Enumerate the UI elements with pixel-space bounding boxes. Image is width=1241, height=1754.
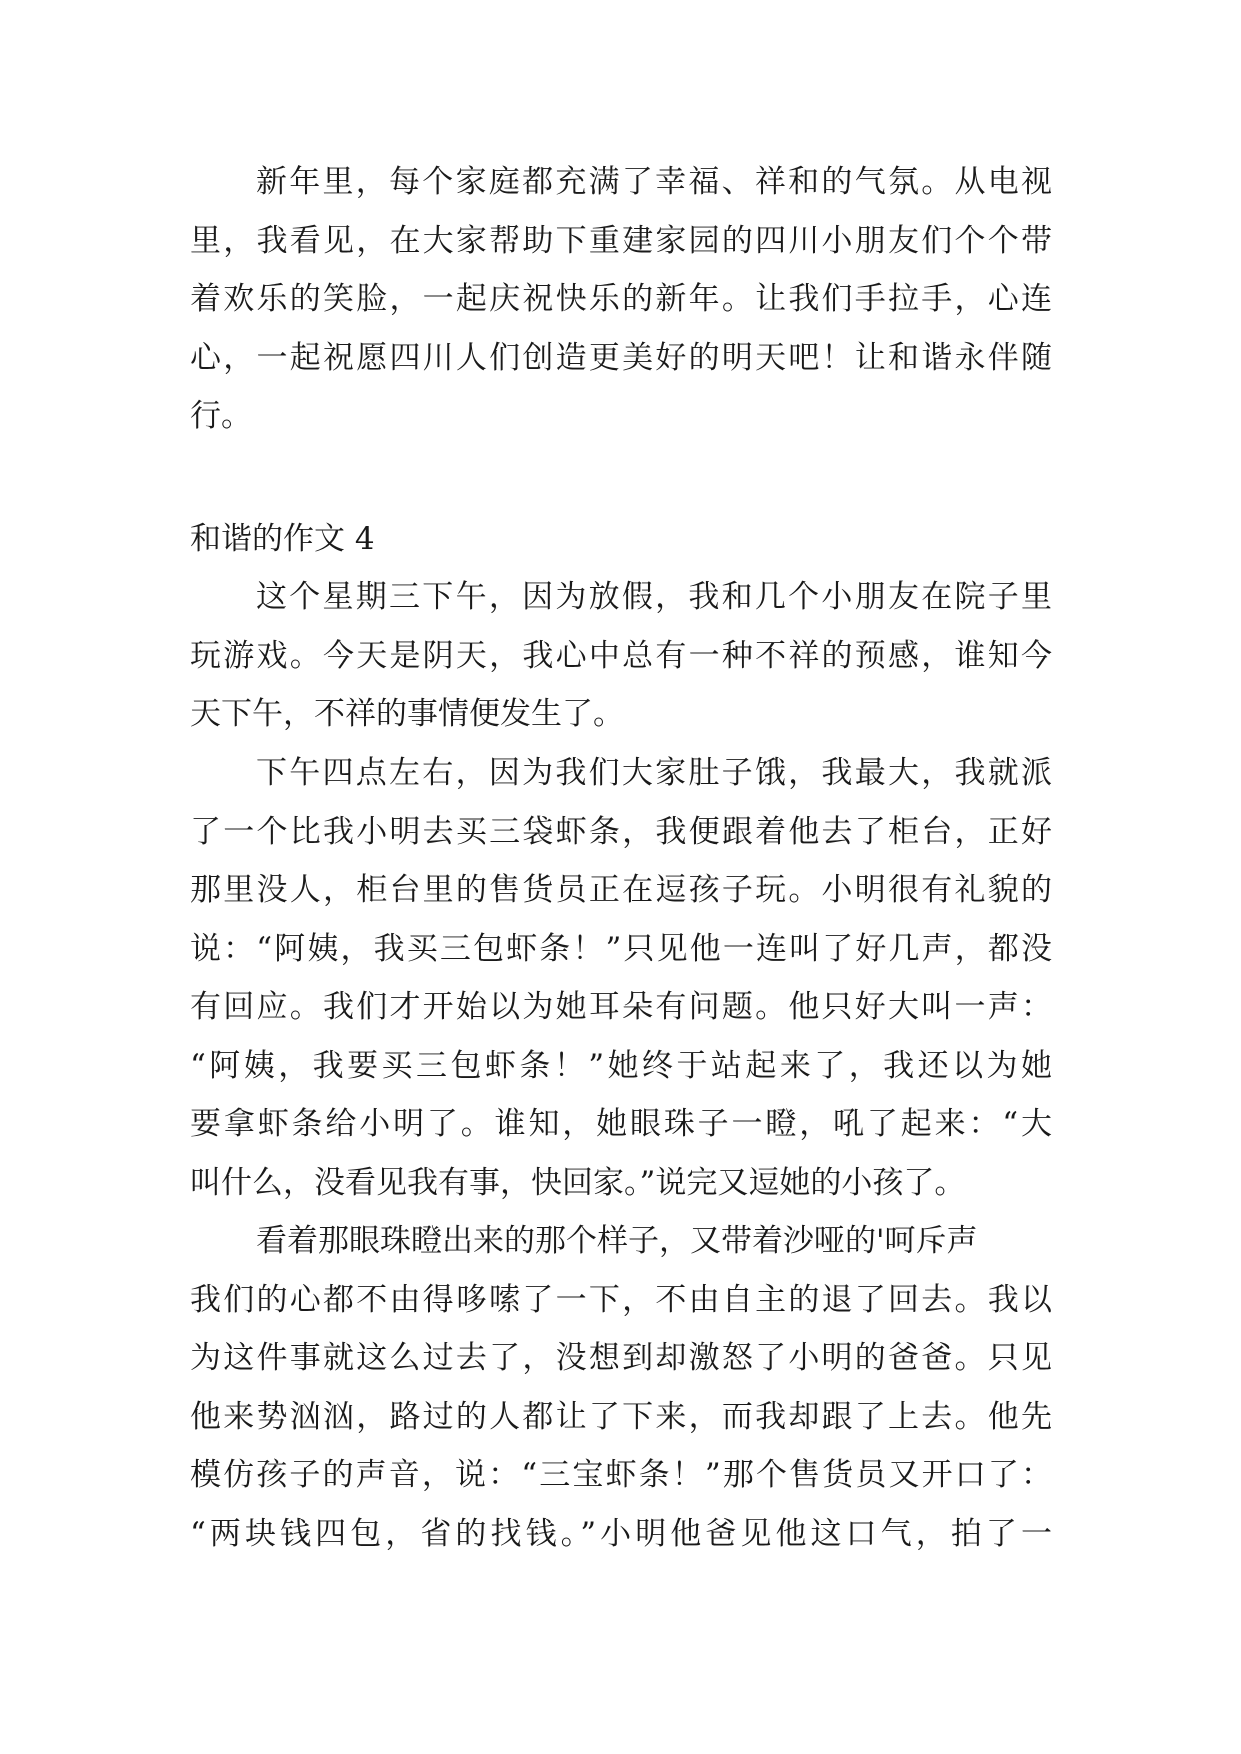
paragraph-line: 我们的心都不由得哆嗦了一下，不由自主的退了回去。我以 (190, 1281, 1052, 1318)
paragraph-line: 叫什么，没看见我有事，快回家。”说完又逗她的小孩了。 (190, 1164, 966, 1201)
paragraph-line: 看着那眼珠瞪出来的那个样子，又带着沙哑的'呵斥声 (256, 1223, 978, 1259)
paragraph-line: 模仿孩子的声音，说：“三宝虾条！”那个售货员又开口了： (190, 1457, 1052, 1493)
paragraph-line: 这个星期三下午，因为放假，我和几个小朋友在院子里 (256, 579, 1052, 615)
paragraph-line: 他来势汹汹，路过的人都让了下来，而我却跟了上去。他先 (190, 1398, 1052, 1435)
paragraph-line: “阿姨，我要买三包虾条！”她终于站起来了，我还以为她 (190, 1047, 1052, 1084)
paragraph-line: 那里没人，柜台里的售货员正在逗孩子玩。小明很有礼貌的 (190, 872, 1052, 908)
paragraph-2 (190, 744, 1052, 1212)
intro-paragraph (190, 153, 1052, 446)
paragraph-line: 里，我看见，在大家帮助下重建家园的四川小朋友们个个带 (190, 222, 1052, 259)
paragraph-line: 玩游戏。今天是阴天，我心中总有一种不祥的预感，谁知今 (190, 637, 1052, 674)
section-heading: 和谐的作文 4 (190, 521, 375, 557)
paragraph-line: 下午四点左右，因为我们大家肚子饿，我最大，我就派 (256, 755, 1052, 791)
paragraph-line: 着欢乐的笑脸，一起庆祝快乐的新年。让我们手拉手，心连 (190, 281, 1052, 317)
paragraph-line: 心，一起祝愿四川人们创造更美好的明天吧！让和谐永伴随 (190, 339, 1052, 376)
paragraph-line: 为这件事就这么过去了，没想到却激怒了小明的爸爸。只见 (190, 1340, 1052, 1376)
paragraph-3 (190, 1212, 1052, 1563)
paragraph-line: 要拿虾条给小明了。谁知，她眼珠子一瞪，吼了起来：“大 (190, 1106, 1052, 1142)
paragraph-line: “两块钱四包，省的找钱。”小明他爸见他这口气，拍了一 (190, 1515, 1052, 1552)
paragraph-line: 天下午，不祥的事情便发生了。 (190, 696, 624, 732)
paragraph-line: 新年里，每个家庭都充满了幸福、祥和的气氛。从电视 (256, 164, 1052, 200)
paragraph-line: 了一个比我小明去买三袋虾条，我便跟着他去了柜台，正好 (190, 813, 1052, 850)
paragraph-1 (190, 568, 1052, 744)
paragraph-line: 有回应。我们才开始以为她耳朵有问题。他只好大叫一声： (190, 989, 1052, 1025)
paragraph-line: 行。 (190, 398, 252, 434)
paragraph-line: 说：“阿姨，我买三包虾条！”只见他一连叫了好几声，都没 (190, 930, 1052, 967)
